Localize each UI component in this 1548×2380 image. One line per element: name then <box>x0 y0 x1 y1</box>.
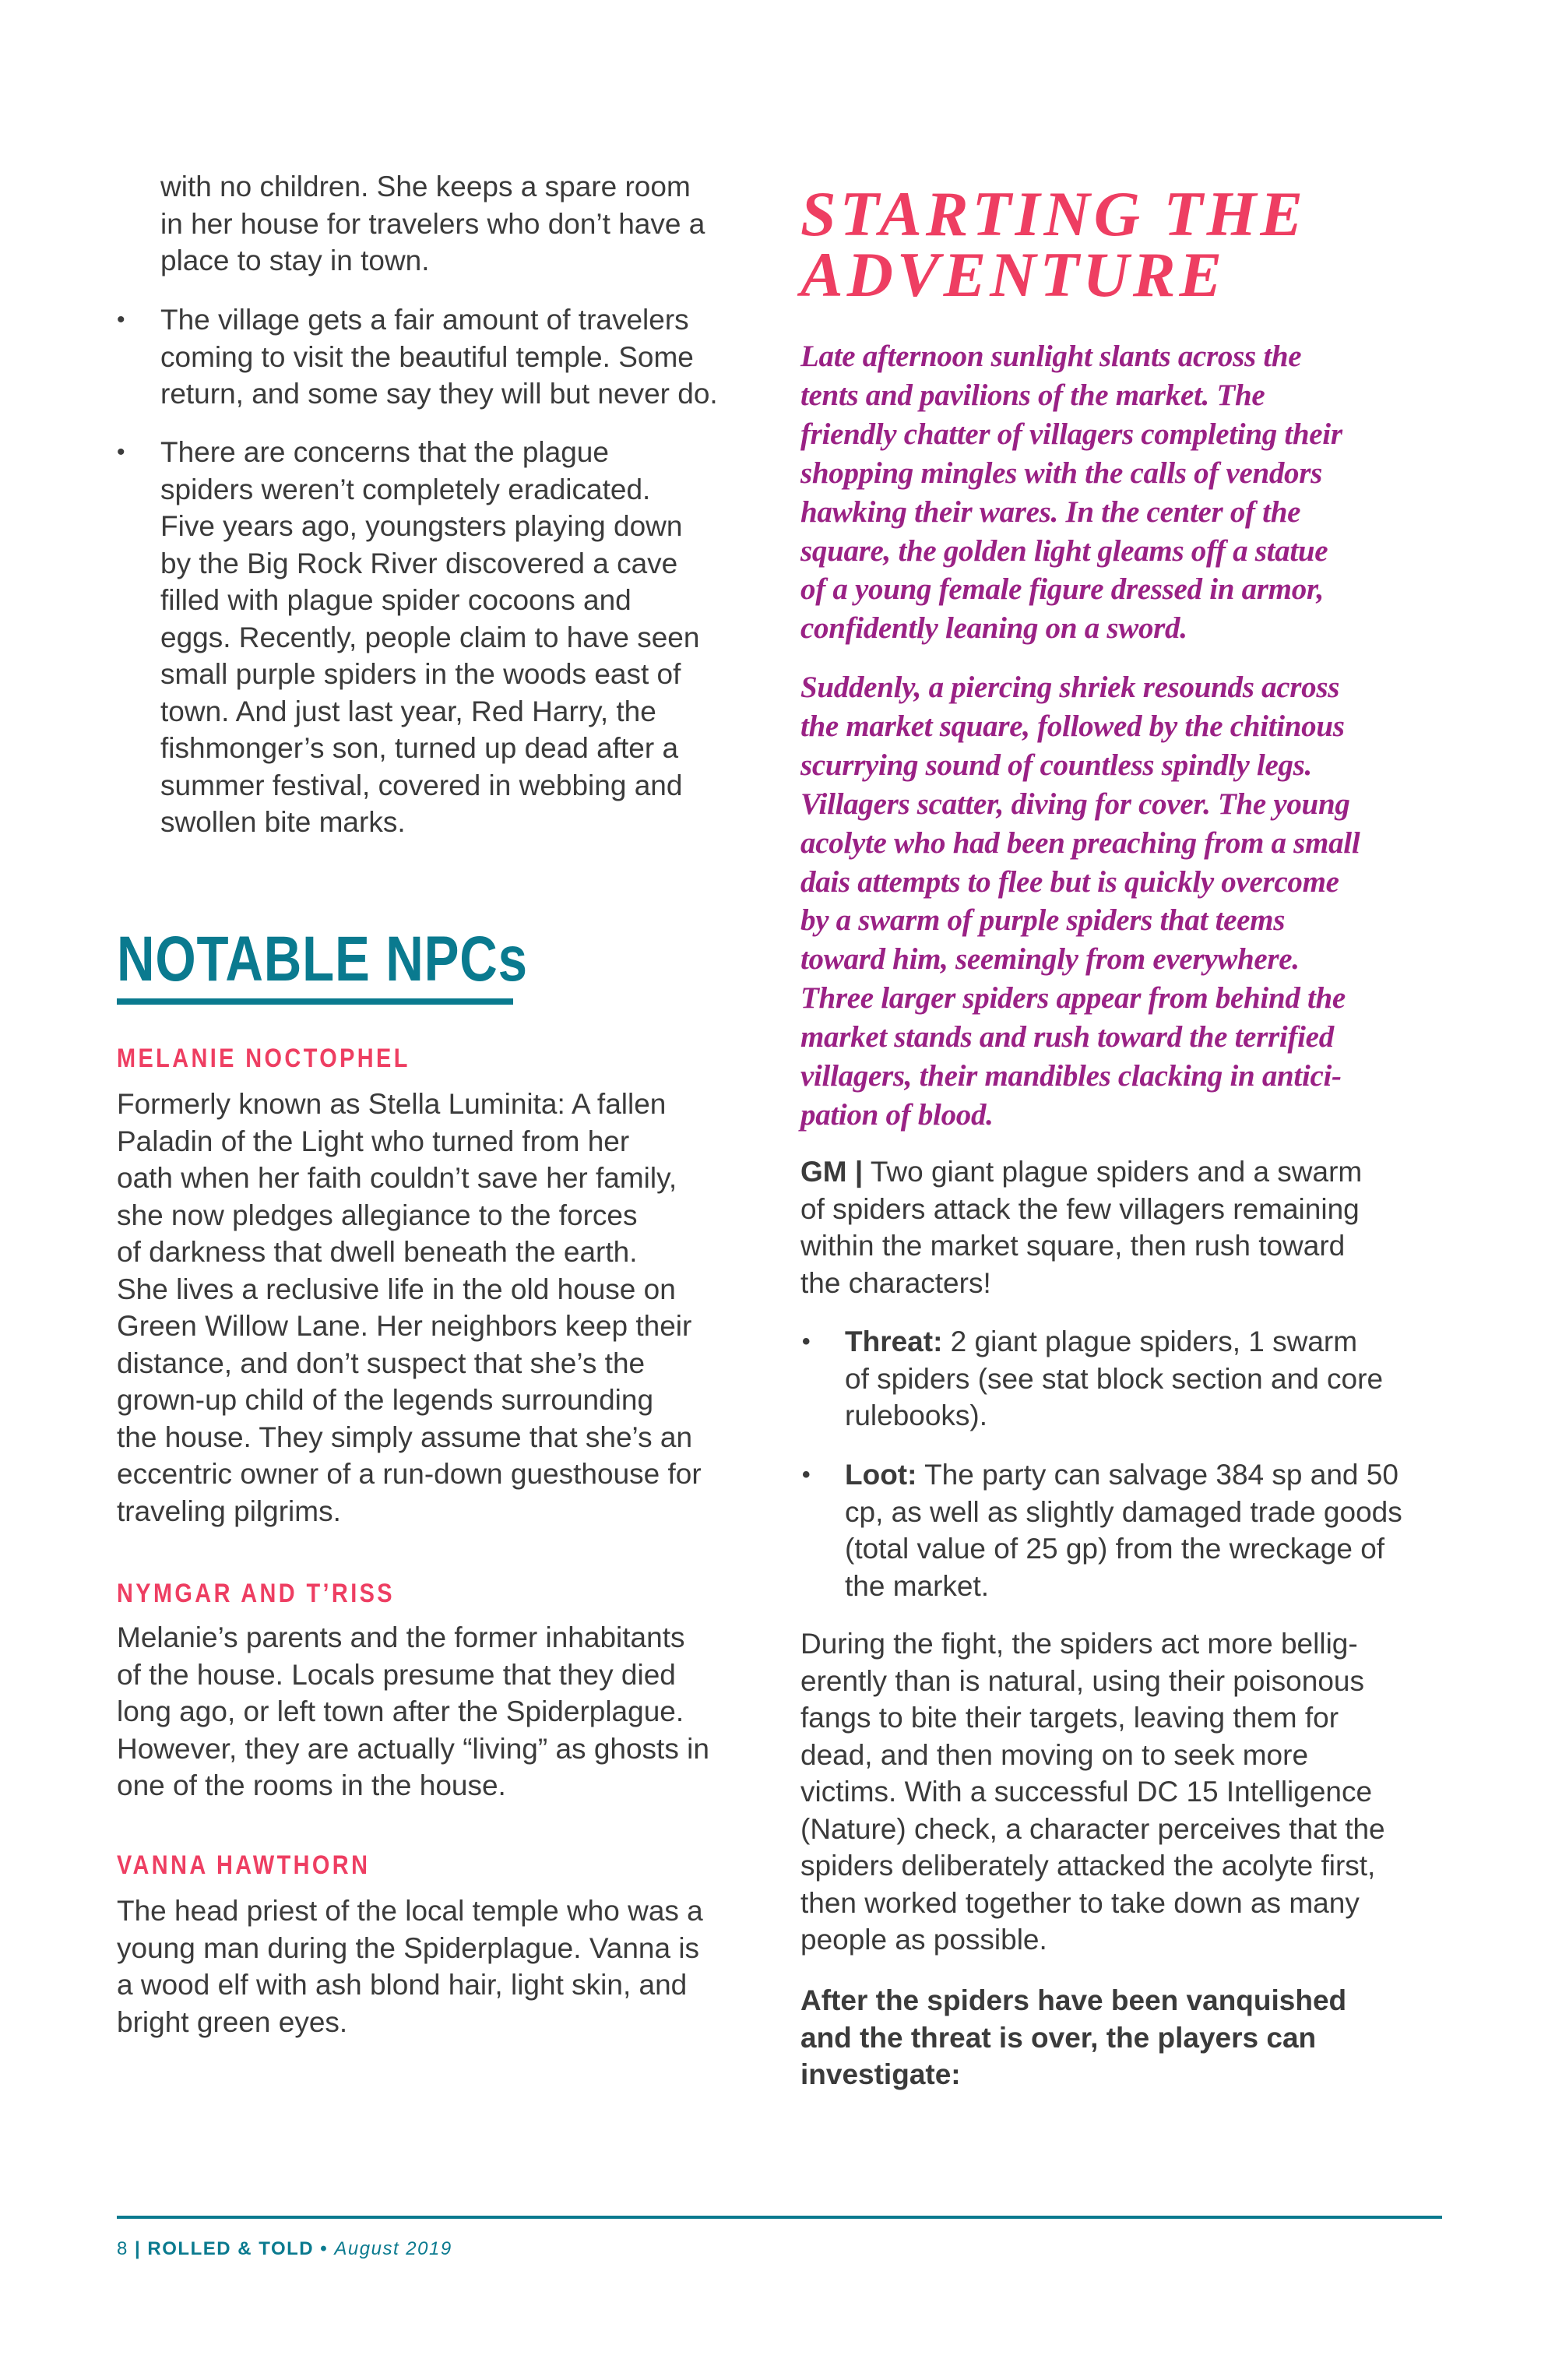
text-line: acolyte who had been preaching from a small <box>800 826 1360 860</box>
text-line: Formerly known as Stella Luminita: A fallen <box>117 1088 667 1120</box>
text-line: spiders deliberately attacked the acolyte first, <box>800 1850 1376 1882</box>
bullet-icon: • <box>117 439 125 465</box>
fight-paragraph <box>800 1625 1385 1959</box>
read-aloud-paragraph-2 <box>800 668 1360 1135</box>
text-line: of spiders (see stat block section and core <box>845 1362 1384 1395</box>
heading-line: STARTING THE <box>800 178 1307 249</box>
heading-line: ADVENTURE <box>800 239 1226 310</box>
text-line: Suddenly, a piercing shriek resounds across <box>800 671 1340 704</box>
text-line: eggs. Recently, people claim to have seen <box>160 621 700 653</box>
text-line: investigate: <box>800 2058 961 2090</box>
npc-description-melanie <box>117 1086 702 1530</box>
text-line: of spiders attack the few villagers remaining <box>800 1192 1360 1225</box>
bullet-icon: • <box>117 307 125 333</box>
text-line: friendly chatter of villagers completing their <box>800 417 1342 451</box>
text-line: of darkness that dwell beneath the earth. <box>117 1236 638 1268</box>
text-line: dais attempts to flee but is quickly overcome <box>800 864 1339 899</box>
gm-paragraph <box>800 1153 1362 1301</box>
text-line: young man during the Spiderplague. Vanna is <box>117 1931 700 1964</box>
text-line: The village gets a fair amount of travelers <box>160 304 689 336</box>
text-line: rulebooks). <box>845 1399 988 1431</box>
text-line: by the Big Rock River discovered a cave <box>160 547 678 579</box>
text-line: Green Willow Lane. Her neighbors keep their <box>117 1310 692 1342</box>
section-heading-starting-adventure <box>800 178 1307 310</box>
issue-date: August 2019 <box>334 2238 452 2259</box>
text-line: victims. With a successful DC 15 Intelligence <box>800 1776 1373 1808</box>
text-line: small purple spiders in the woods east of <box>160 658 681 690</box>
text-line: town. And just last year, Red Harry, the <box>160 695 656 727</box>
npc-description-nymgar-triss <box>117 1619 709 1804</box>
text-line: shopping mingles with the calls of vendors <box>800 456 1322 490</box>
text-line: During the fight, the spiders act more bellig- <box>800 1628 1358 1660</box>
bullet-icon: • <box>802 1462 811 1488</box>
text-line: pation of blood. <box>800 1097 994 1132</box>
text-line: oath when her faith couldn’t save her family, <box>117 1162 677 1194</box>
text-line: Melanie’s parents and the former inhabitants <box>117 1621 685 1653</box>
text-line: people as possible. <box>800 1924 1047 1956</box>
text-line: and the threat is over, the players can <box>800 2021 1317 2054</box>
text-line: of a young female figure dressed in armor, <box>800 572 1325 607</box>
footer-separator: | <box>128 2238 148 2259</box>
text-line: After the spiders have been vanquished <box>800 1984 1347 2016</box>
npc-description-vanna <box>117 1892 703 2040</box>
intro-paragraph <box>160 168 705 280</box>
npc-name-melanie: MELANIE NOCTOPHEL <box>117 1044 410 1073</box>
text-line: The head priest of the local temple who was a <box>117 1895 703 1927</box>
publication-name: ROLLED & TOLD <box>147 2238 315 2259</box>
text-line: she now pledges allegiance to the forces <box>117 1199 638 1231</box>
text-line: confidently leaning on a sword. <box>800 611 1187 646</box>
text-line: swollen bite marks. <box>160 806 406 838</box>
text-line: Three larger spiders appear from behind the <box>800 981 1346 1016</box>
text-line: scurrying sound of countless spindly legs. <box>800 748 1313 782</box>
footer-dot: • <box>314 2238 335 2259</box>
page-footer <box>117 2237 452 2262</box>
text-line: She lives a reclusive life in the old house on <box>117 1273 676 1305</box>
npc-name-vanna: VANNA HAWTHORN <box>117 1850 371 1880</box>
text-line: However, they are actually “living” as ghosts in <box>117 1732 709 1765</box>
bullet-item-travelers <box>160 301 718 413</box>
text-line: in her house for travelers who don’t have a <box>160 207 705 240</box>
text-line: the market square, followed by the chitinous <box>800 709 1345 743</box>
text-line: The party can salvage 384 sp and 50 <box>916 1459 1398 1491</box>
text-line: fishmonger’s son, turned up dead after a <box>160 732 679 764</box>
text-line: hawking their wares. In the center of the <box>800 495 1301 529</box>
text-line: tents and pavilions of the market. The <box>800 378 1265 412</box>
text-line: within the market square, then rush toward <box>800 1230 1346 1262</box>
text-line: distance, and don’t suspect that she’s the <box>117 1347 646 1379</box>
text-line: return, and some say they will but never do. <box>160 378 718 410</box>
text-line: cp, as well as slightly damaged trade goods <box>845 1495 1402 1528</box>
text-line: of the house. Locals presume that they died <box>117 1658 676 1691</box>
text-line: (Nature) check, a character perceives that the <box>800 1812 1385 1845</box>
text-line: square, the golden light gleams off a statue <box>800 533 1328 568</box>
text-line: There are concerns that the plague <box>160 436 609 468</box>
text-line: Paladin of the Light who turned from her <box>117 1125 630 1157</box>
text-line: filled with plague spider cocoons and <box>160 584 632 616</box>
threat-label: Threat: <box>845 1326 943 1357</box>
heading-underline <box>117 998 513 1005</box>
text-line: with no children. She keeps a spare room <box>160 171 691 202</box>
text-line: one of the rooms in the house. <box>117 1769 506 1801</box>
text-line: by a swarm of purple spiders that teems <box>800 903 1286 938</box>
text-line: fangs to bite their targets, leaving them for <box>800 1702 1339 1734</box>
text-line: a wood elf with ash blond hair, light skin, and <box>117 1969 688 2001</box>
text-line: erently than is natural, using their poisonous <box>800 1664 1364 1697</box>
text-line: villagers, their mandibles clacking in antici- <box>800 1059 1342 1093</box>
npc-name-nymgar-triss: NYMGAR AND T’RISS <box>117 1579 395 1608</box>
loot-label: Loot: <box>845 1459 917 1491</box>
text-line: coming to visit the beautiful temple. Some <box>160 340 694 373</box>
text-line: market stands and rush toward the terrified <box>800 1020 1334 1054</box>
section-heading-notable-npcs: NOTABLE NPCs <box>117 924 528 995</box>
page-number: 8 <box>117 2238 128 2259</box>
text-line: Two giant plague spiders and a swarm <box>863 1156 1363 1188</box>
text-line: Villagers scatter, diving for cover. The young <box>800 787 1350 821</box>
text-line: long ago, or left town after the Spiderplague. <box>117 1695 684 1727</box>
closing-paragraph <box>800 1982 1346 2093</box>
bullet-item-threat <box>845 1323 1383 1435</box>
footer-rule <box>117 2216 1442 2219</box>
text-line: summer festival, covered in webbing and <box>160 769 683 801</box>
text-line: bright green eyes. <box>117 2005 348 2038</box>
text-line: Late afternoon sunlight slants across the <box>800 340 1302 373</box>
text-line: the house. They simply assume that she’s an <box>117 1421 693 1453</box>
bullet-item-plague <box>160 434 699 841</box>
text-line: (total value of 25 gp) from the wreckage of <box>845 1533 1385 1565</box>
text-line: the characters! <box>800 1266 991 1299</box>
text-line: 2 giant plague spiders, 1 swarm <box>942 1326 1358 1357</box>
gm-label: GM | <box>800 1156 864 1188</box>
text-line: grown-up child of the legends surrounding <box>117 1384 654 1416</box>
text-line: Five years ago, youngsters playing down <box>160 510 683 542</box>
text-line: traveling pilgrims. <box>117 1495 341 1527</box>
text-line: toward him, seemingly from everywhere. <box>800 942 1300 977</box>
text-line: then worked together to take down as many <box>800 1886 1360 1919</box>
read-aloud-paragraph-1 <box>800 337 1342 648</box>
text-line: dead, and then moving on to seek more <box>800 1738 1309 1771</box>
bullet-item-loot <box>845 1456 1402 1604</box>
text-line: spiders weren’t completely eradicated. <box>160 473 651 505</box>
bullet-icon: • <box>802 1329 811 1354</box>
text-line: the market. <box>845 1569 990 1602</box>
text-line: place to stay in town. <box>160 245 430 276</box>
text-line: eccentric owner of a run-down guesthouse for <box>117 1458 702 1490</box>
